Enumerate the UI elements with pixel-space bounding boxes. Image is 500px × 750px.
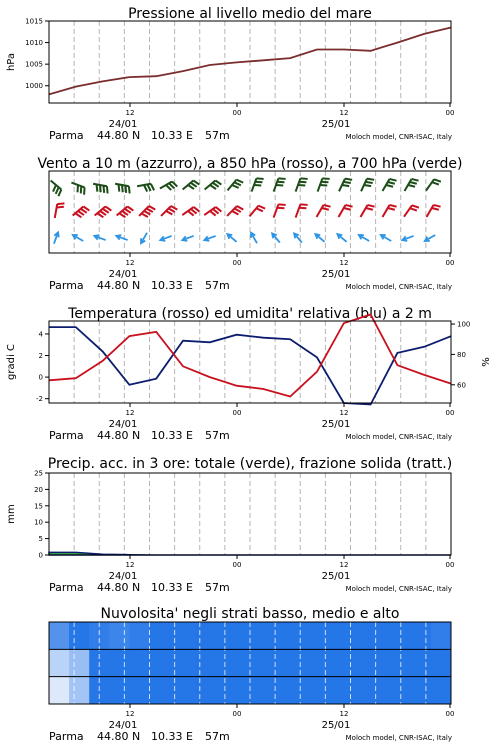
cloud-cell bbox=[371, 649, 392, 677]
cloud-cell bbox=[150, 649, 171, 677]
wind-barb-feather bbox=[276, 185, 283, 186]
y-tick-label: 15 bbox=[34, 502, 43, 511]
cloud-cell bbox=[129, 677, 150, 705]
wind-barb-feather bbox=[122, 211, 128, 215]
wind-barb-feather bbox=[344, 208, 351, 210]
wind-barb bbox=[94, 235, 105, 240]
pressure-panel bbox=[6, 6, 454, 142]
cloud-cell bbox=[411, 677, 432, 705]
wind-barb bbox=[54, 232, 59, 243]
wind-barb-shaft bbox=[317, 205, 324, 217]
location-lat: 44.80 N bbox=[97, 429, 141, 442]
wind-barb-feather bbox=[388, 208, 395, 210]
cloud-cell bbox=[49, 649, 70, 677]
x-hour-label: 00 bbox=[445, 259, 455, 267]
x-hour-label: 00 bbox=[445, 710, 455, 718]
wind-barb-feather bbox=[232, 211, 238, 215]
chart-title: Nuvolosita' negli strati basso, medio e alto bbox=[100, 606, 400, 622]
wind-barb-feather bbox=[81, 209, 87, 213]
location-lat: 44.80 N bbox=[97, 581, 141, 594]
wind-barb-feather bbox=[256, 208, 263, 211]
cloud-cell bbox=[431, 649, 452, 677]
cloud-cell bbox=[330, 622, 351, 650]
wind-barb-feather bbox=[345, 179, 352, 180]
y-tick-label: 0 bbox=[38, 551, 43, 560]
wind-barb bbox=[73, 235, 83, 241]
wind-barb-feather bbox=[277, 182, 284, 183]
wind-barb-feather bbox=[412, 205, 419, 207]
wind-barb bbox=[204, 207, 221, 216]
wind-barb-feather bbox=[236, 180, 243, 183]
wind-barb-feather bbox=[210, 185, 216, 189]
wind-barb bbox=[160, 236, 171, 241]
wind-barb-feather bbox=[107, 186, 108, 193]
wind-barb-feather bbox=[434, 179, 441, 181]
wind-barb bbox=[402, 236, 413, 241]
y-tick-label: 10 bbox=[34, 518, 43, 527]
wind-barb-shaft bbox=[296, 204, 301, 217]
cloud-cell bbox=[351, 677, 372, 705]
x-date-label: 24/01 bbox=[108, 119, 138, 130]
cloud-cell bbox=[49, 677, 70, 705]
chart-title: Pressione al livello medio del mare bbox=[128, 6, 372, 22]
wind-barb bbox=[51, 181, 62, 197]
wind-barb-feather bbox=[366, 208, 373, 210]
wind-barb bbox=[116, 235, 127, 240]
cloud-cell bbox=[69, 649, 90, 677]
wind-barb-feather bbox=[322, 208, 329, 210]
cloud-cell bbox=[170, 622, 191, 650]
cloud-cell bbox=[69, 677, 90, 705]
x-hour-label: 12 bbox=[125, 561, 135, 569]
wind-barb bbox=[73, 207, 90, 218]
location-name: Parma bbox=[49, 429, 84, 442]
wind-barb-feather bbox=[168, 209, 174, 213]
wind-barb-feather bbox=[410, 208, 417, 210]
wind-barb bbox=[317, 205, 331, 217]
wind-barb bbox=[361, 179, 374, 192]
wind-barb bbox=[272, 233, 280, 242]
wind-barb-shaft bbox=[274, 204, 279, 217]
wind-barb-feather bbox=[215, 181, 221, 185]
wind-barb-feather bbox=[256, 178, 263, 179]
wind-barb-feather bbox=[386, 185, 393, 187]
wind-barb-feather bbox=[364, 185, 371, 186]
wind-barb-feather bbox=[388, 182, 395, 184]
wind-barb bbox=[227, 234, 236, 242]
wind-barb bbox=[204, 236, 215, 241]
cloud-cell bbox=[109, 649, 130, 677]
y-tick-label: 1005 bbox=[25, 60, 43, 69]
wind-barb bbox=[405, 179, 419, 191]
x-hour-label: 12 bbox=[339, 409, 349, 417]
y-tick-label: 1010 bbox=[25, 39, 43, 48]
wind-barb-feather bbox=[343, 182, 350, 183]
wind-barb bbox=[383, 205, 397, 217]
wind-barb-feather bbox=[434, 205, 441, 207]
wind-panel bbox=[37, 156, 462, 292]
wind-barb-feather bbox=[300, 204, 307, 205]
wind-barb-feather bbox=[342, 185, 349, 186]
location-alt: 57m bbox=[205, 581, 230, 594]
cloud-cell bbox=[431, 622, 452, 650]
wind-barb-feather bbox=[58, 189, 61, 196]
y2-tick-label: 60 bbox=[457, 381, 466, 390]
cloud-cell bbox=[210, 677, 231, 705]
wind-barb-feather bbox=[432, 182, 439, 184]
wind-barb bbox=[296, 204, 308, 217]
cloud-cell bbox=[371, 677, 392, 705]
wind-barb-shaft bbox=[55, 204, 57, 218]
wind-barb-feather bbox=[78, 211, 84, 215]
wind-barb-feather bbox=[320, 185, 327, 186]
wind-barb bbox=[315, 234, 324, 242]
wind-barb bbox=[337, 234, 346, 242]
cloud-cell bbox=[411, 649, 432, 677]
cloud-cell bbox=[330, 649, 351, 677]
wind-barb-shaft bbox=[361, 205, 368, 217]
wind-barb bbox=[361, 205, 375, 217]
wind-barb bbox=[141, 233, 147, 243]
location-name: Parma bbox=[49, 581, 84, 594]
x-date-label: 24/01 bbox=[108, 720, 138, 731]
y2-tick-label: 80 bbox=[457, 350, 466, 359]
wind-barb-feather bbox=[232, 185, 239, 188]
wind-barb-feather bbox=[100, 185, 101, 192]
cloud-cell bbox=[109, 622, 130, 650]
wind-barb-feather bbox=[103, 209, 109, 213]
y-tick-label: 20 bbox=[34, 485, 43, 494]
wind-barb bbox=[381, 235, 391, 241]
location-alt: 57m bbox=[205, 730, 230, 743]
cloud-cell bbox=[129, 649, 150, 677]
precipitation-panel bbox=[6, 456, 454, 594]
wind-barb-shaft bbox=[339, 205, 346, 217]
wind-barb-shaft bbox=[250, 206, 259, 217]
cloud-cell bbox=[351, 622, 372, 650]
wind-barb-feather bbox=[390, 205, 397, 207]
wind-barb-feather bbox=[144, 185, 147, 192]
wind-barb-feather bbox=[300, 178, 307, 179]
location-lat: 44.80 N bbox=[97, 730, 141, 743]
wind-barb bbox=[139, 206, 155, 217]
wind-barb-feather bbox=[122, 185, 123, 192]
wind-barb bbox=[137, 184, 154, 192]
x-hour-label: 00 bbox=[232, 561, 242, 569]
x-hour-label: 12 bbox=[339, 259, 349, 267]
wind-barb-feather bbox=[119, 184, 120, 191]
location-lat: 44.80 N bbox=[97, 279, 141, 292]
cloud-cell bbox=[210, 622, 231, 650]
location-alt: 57m bbox=[205, 279, 230, 292]
wind-barb-feather bbox=[81, 186, 82, 193]
cloud-panel bbox=[49, 606, 454, 743]
wind-barb bbox=[205, 181, 222, 190]
wind-barb-feather bbox=[255, 182, 262, 183]
wind-barb-feather bbox=[75, 213, 81, 217]
x-hour-label: 00 bbox=[232, 409, 242, 417]
x-hour-label: 12 bbox=[339, 561, 349, 569]
wind-barb bbox=[182, 236, 193, 241]
wind-barb-feather bbox=[129, 186, 130, 193]
location-name: Parma bbox=[49, 129, 84, 142]
wind-barb-feather bbox=[103, 186, 104, 193]
wind-barb-feather bbox=[125, 186, 126, 193]
location-lon: 10.33 E bbox=[151, 429, 193, 442]
cloud-cell bbox=[210, 649, 231, 677]
x-date-label: 25/01 bbox=[321, 571, 351, 582]
cloud-cell bbox=[230, 677, 251, 705]
wind-barb-feather bbox=[278, 178, 285, 179]
x-hour-label: 12 bbox=[339, 710, 349, 718]
wind-barb-feather bbox=[234, 182, 241, 185]
model-credit: Moloch model, CNR-ISAC, Italy bbox=[345, 133, 452, 141]
cloud-cell bbox=[270, 622, 291, 650]
y-tick-label: 5 bbox=[38, 535, 43, 544]
cloud-cell bbox=[150, 622, 171, 650]
wind-barb-feather bbox=[56, 187, 59, 194]
cloud-cell bbox=[129, 622, 150, 650]
wind-barb bbox=[251, 233, 257, 243]
wind-barb-feather bbox=[100, 211, 106, 215]
x-date-label: 25/01 bbox=[321, 119, 351, 130]
x-date-label: 25/01 bbox=[321, 419, 351, 430]
cloud-cell bbox=[371, 622, 392, 650]
wind-barb bbox=[359, 235, 369, 241]
wind-barb bbox=[228, 180, 244, 191]
cloud-cell bbox=[330, 677, 351, 705]
cloud-cell bbox=[250, 677, 271, 705]
wind-barb-feather bbox=[367, 179, 374, 180]
y-tick-label: 1000 bbox=[25, 82, 43, 91]
cloud-cell bbox=[411, 622, 432, 650]
location-name: Parma bbox=[49, 279, 84, 292]
wind-barb-feather bbox=[234, 209, 240, 213]
wind-barb-feather bbox=[151, 184, 154, 191]
y-axis-label: gradi C bbox=[6, 344, 17, 380]
y-tick-label: -2 bbox=[36, 395, 43, 404]
wind-barb bbox=[427, 205, 441, 217]
x-hour-label: 12 bbox=[339, 109, 349, 117]
wind-barb bbox=[426, 179, 441, 190]
wind-barb-feather bbox=[125, 209, 131, 213]
wind-barb-feather bbox=[368, 205, 375, 207]
cloud-cell bbox=[150, 677, 171, 705]
wind-barb bbox=[383, 179, 397, 191]
chart-title: Temperatura (rosso) ed umidita' relativa (blu) a 2 m bbox=[68, 306, 432, 322]
cloud-cell bbox=[250, 649, 271, 677]
wind-barb-feather bbox=[299, 208, 306, 209]
cloud-cell bbox=[230, 649, 251, 677]
wind-barb-shaft bbox=[426, 179, 434, 190]
wind-barb-feather bbox=[298, 185, 305, 186]
wind-barb-feather bbox=[57, 207, 64, 208]
cloud-cell bbox=[69, 622, 90, 650]
y-tick-label: 0 bbox=[38, 373, 43, 382]
x-date-label: 25/01 bbox=[321, 269, 351, 280]
cloud-cell bbox=[230, 622, 251, 650]
cloud-cell bbox=[270, 649, 291, 677]
wind-barb bbox=[296, 178, 308, 191]
wind-barb bbox=[182, 207, 199, 216]
wind-barb-feather bbox=[277, 208, 284, 209]
x-hour-label: 00 bbox=[445, 409, 455, 417]
model-credit: Moloch model, CNR-ISAC, Italy bbox=[345, 433, 452, 441]
wind-barb-feather bbox=[321, 182, 328, 183]
y2-tick-label: 100 bbox=[457, 320, 471, 329]
wind-barb-shaft bbox=[383, 205, 390, 217]
model-credit: Moloch model, CNR-ISAC, Italy bbox=[345, 283, 452, 291]
wind-barb-feather bbox=[432, 208, 439, 210]
wind-barb-feather bbox=[105, 207, 111, 211]
x-hour-label: 00 bbox=[232, 259, 242, 267]
wind-barb-feather bbox=[84, 187, 85, 194]
wind-barb-feather bbox=[97, 213, 103, 217]
wind-barb bbox=[252, 178, 264, 191]
wind-barb-feather bbox=[410, 182, 417, 184]
wind-barb bbox=[318, 178, 330, 191]
cloud-cell bbox=[310, 622, 331, 650]
cloud-cell bbox=[310, 677, 331, 705]
x-hour-label: 00 bbox=[232, 710, 242, 718]
wind-barb-feather bbox=[97, 184, 98, 191]
temperature-panel bbox=[6, 306, 492, 442]
wind-barb-feather bbox=[322, 178, 329, 179]
location-alt: 57m bbox=[205, 129, 230, 142]
wind-barb-feather bbox=[188, 185, 194, 189]
wind-barb-feather bbox=[142, 213, 148, 217]
x-date-label: 24/01 bbox=[108, 419, 138, 430]
wind-barb-feather bbox=[57, 203, 64, 204]
wind-barb-feather bbox=[408, 185, 415, 187]
x-hour-label: 00 bbox=[445, 561, 455, 569]
cloud-cell bbox=[351, 649, 372, 677]
wind-barb-feather bbox=[53, 185, 56, 192]
x-hour-label: 12 bbox=[125, 710, 135, 718]
wind-barb-feather bbox=[278, 204, 285, 205]
x-hour-label: 00 bbox=[445, 109, 455, 117]
x-date-label: 24/01 bbox=[108, 571, 138, 582]
cloud-cell bbox=[250, 622, 271, 650]
location-lon: 10.33 E bbox=[151, 129, 193, 142]
location-alt: 57m bbox=[205, 429, 230, 442]
model-credit: Moloch model, CNR-ISAC, Italy bbox=[345, 734, 452, 742]
y2-axis-label: % bbox=[481, 357, 492, 367]
chart-title: Precip. acc. in 3 ore: totale (verde), frazione solida (tratt.) bbox=[47, 456, 453, 472]
x-hour-label: 12 bbox=[125, 259, 135, 267]
wind-barb-feather bbox=[390, 179, 397, 181]
wind-barb-feather bbox=[324, 205, 331, 207]
wind-barb-feather bbox=[346, 205, 353, 207]
wind-barb-feather bbox=[258, 206, 265, 209]
location-lon: 10.33 E bbox=[151, 279, 193, 292]
wind-barb-feather bbox=[365, 182, 372, 183]
y-axis-label: hPa bbox=[6, 52, 17, 72]
wind-barb bbox=[95, 207, 112, 218]
wind-barb bbox=[183, 181, 200, 190]
wind-barb bbox=[93, 184, 108, 194]
wind-barb bbox=[115, 184, 130, 194]
wind-barb-feather bbox=[83, 207, 89, 211]
x-date-label: 24/01 bbox=[108, 269, 138, 280]
wind-barb bbox=[55, 203, 65, 218]
x-hour-label: 12 bbox=[125, 109, 135, 117]
cloud-cell bbox=[109, 677, 130, 705]
cloud-cell bbox=[170, 677, 191, 705]
cloud-cell bbox=[310, 649, 331, 677]
wind-barb-feather bbox=[191, 183, 197, 187]
model-credit: Moloch model, CNR-ISAC, Italy bbox=[345, 585, 452, 593]
y-tick-label: 1015 bbox=[25, 17, 43, 26]
wind-barb bbox=[227, 206, 243, 216]
location-name: Parma bbox=[49, 730, 84, 743]
wind-barb-shaft bbox=[404, 205, 412, 216]
wind-barb-feather bbox=[412, 179, 419, 181]
wind-barb-feather bbox=[127, 207, 133, 211]
wind-barb-feather bbox=[77, 185, 78, 192]
y-tick-label: 2 bbox=[38, 352, 43, 361]
wind-barb-feather bbox=[166, 211, 172, 215]
x-hour-label: 12 bbox=[125, 409, 135, 417]
y-tick-label: 4 bbox=[38, 330, 43, 339]
wind-barb bbox=[117, 207, 134, 218]
cloud-cell bbox=[170, 649, 191, 677]
wind-barb-shaft bbox=[427, 205, 434, 217]
y-tick-label: 25 bbox=[34, 469, 43, 478]
wind-barb-feather bbox=[193, 181, 199, 185]
x-hour-label: 00 bbox=[232, 109, 242, 117]
wind-barb bbox=[71, 183, 84, 195]
wind-barb-feather bbox=[237, 206, 243, 210]
wind-barb-feather bbox=[299, 182, 306, 183]
y-axis-label: mm bbox=[6, 504, 17, 524]
cloud-cell bbox=[270, 677, 291, 705]
chart-title: Vento a 10 m (azzurro), a 850 hPa (rosso), a 700 hPa (verde) bbox=[37, 156, 463, 172]
wind-barb-feather bbox=[213, 183, 219, 187]
wind-barb-feather bbox=[254, 185, 261, 186]
wind-barb bbox=[404, 205, 419, 216]
cloud-cell bbox=[49, 622, 70, 650]
location-lon: 10.33 E bbox=[151, 730, 193, 743]
cloud-cell bbox=[431, 677, 452, 705]
location-lat: 44.80 N bbox=[97, 129, 141, 142]
x-date-label: 25/01 bbox=[321, 720, 351, 731]
wind-barb bbox=[250, 206, 266, 217]
location-lon: 10.33 E bbox=[151, 581, 193, 594]
